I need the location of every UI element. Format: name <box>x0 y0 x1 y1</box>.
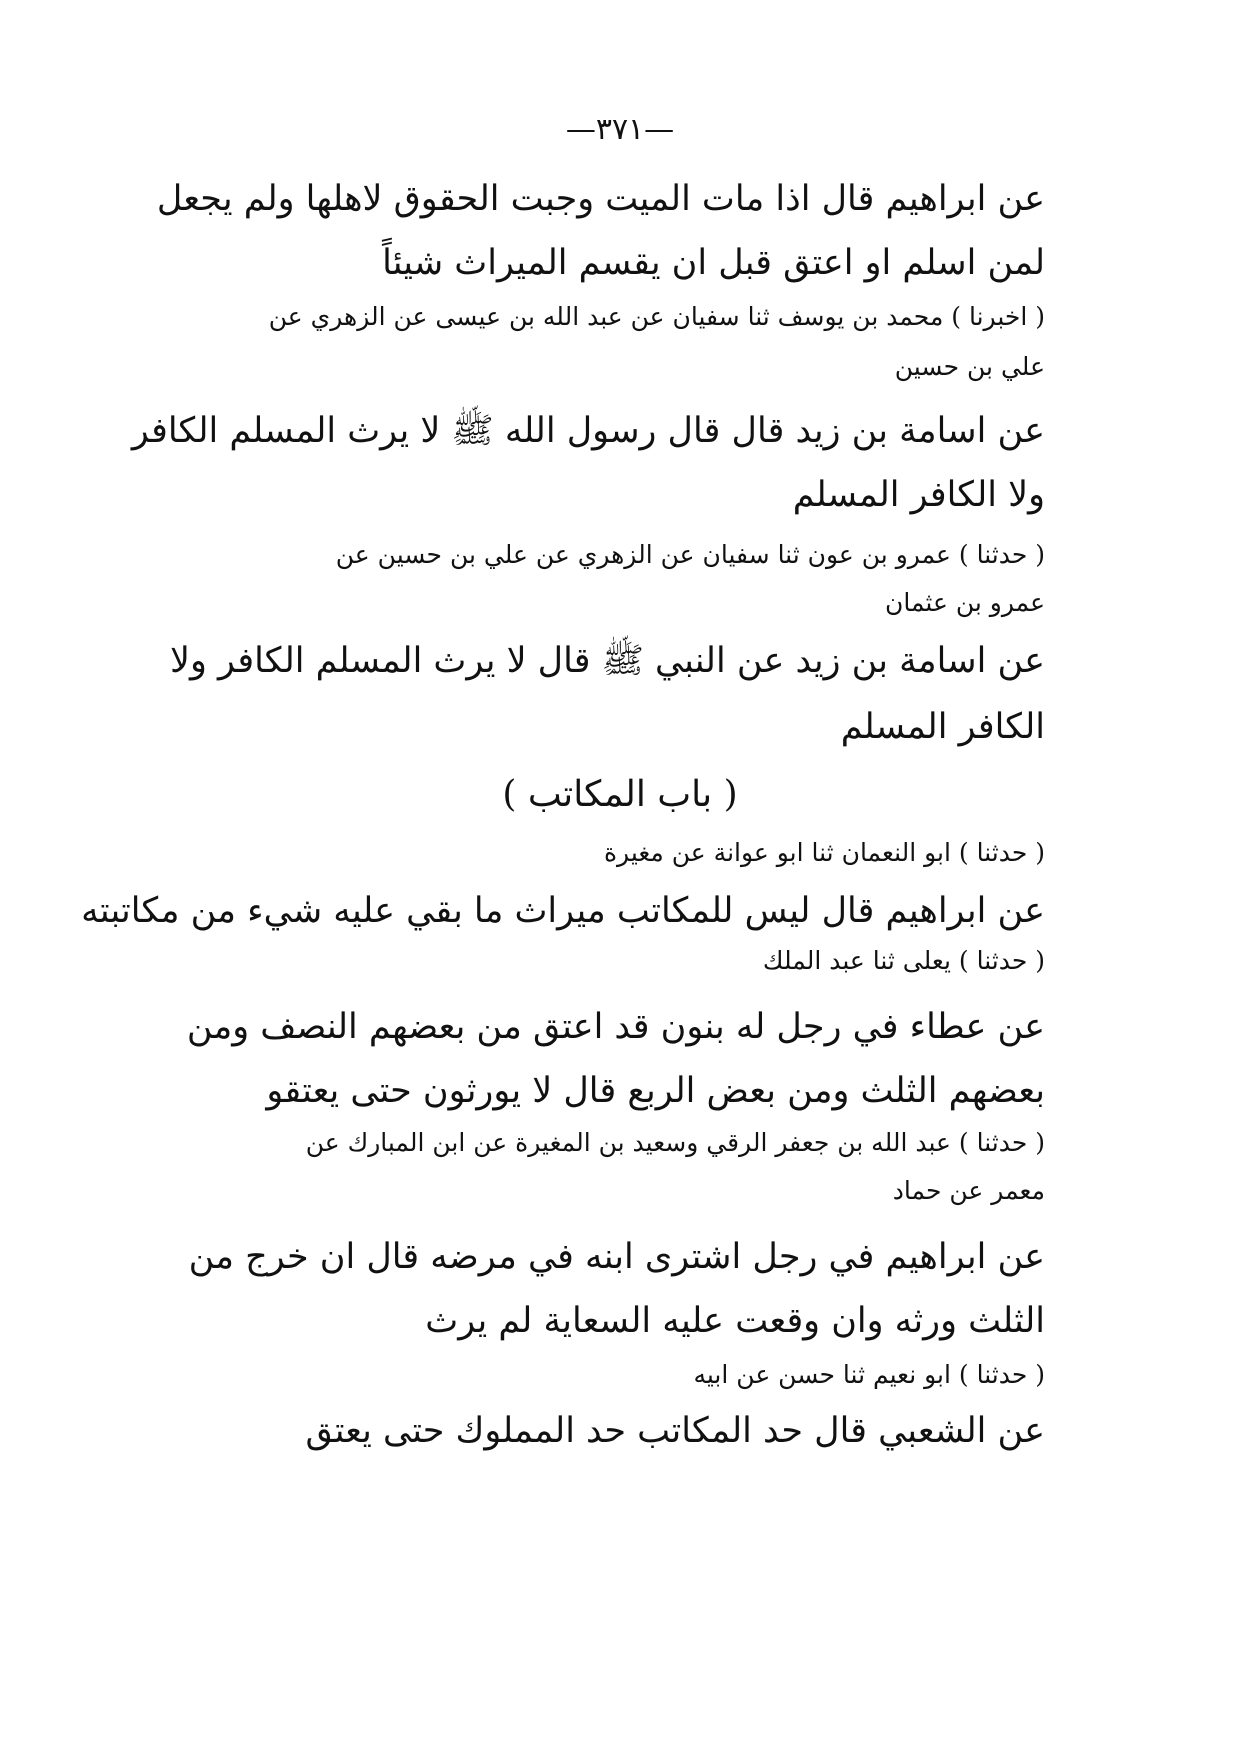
isnad-line: ( حدثنا ) عبد الله بن جعفر الرقي وسعيد بن المغيرة عن ابن المبارك عن <box>305 1128 1045 1157</box>
isnad-line: ( اخبرنا ) محمد بن يوسف ثنا سفيان عن عبد الله بن عيسى عن الزهري عن <box>268 302 1045 331</box>
text-line: عن عطاء في رجل له بنون قد اعتق من بعضهم النصف ومن <box>186 1007 1045 1047</box>
text-line: لمن اسلم او اعتق قبل ان يقسم الميراث شيئاً <box>382 243 1045 283</box>
text-line: عن ابراهيم قال ليس للمكاتب ميراث ما بقي عليه شيء من مكاتبته <box>81 891 1045 931</box>
text-line: بعضهم الثلث ومن بعض الربع قال لا يورثون حتى يعتقو <box>266 1071 1045 1111</box>
isnad-line: معمر عن حماد <box>892 1176 1045 1205</box>
text-line: الثلث ورثه وان وقعت عليه السعاية لم يرث <box>425 1301 1045 1341</box>
text-line: عن الشعبي قال حد المكاتب حد المملوك حتى يعتق <box>305 1411 1045 1451</box>
page-number: —٣٧١— <box>565 112 675 147</box>
isnad-line: ( حدثنا ) ابو النعمان ثنا ابو عوانة عن مغيرة <box>603 838 1045 867</box>
isnad-line: عمرو بن عثمان <box>884 588 1045 617</box>
text-line: عن ابراهيم في رجل اشترى ابنه في مرضه قال ان خرج من <box>188 1237 1045 1277</box>
text-line: عن اسامة بن زيد عن النبي ﷺ قال لا يرث المسلم الكافر ولا <box>170 641 1045 681</box>
text-line: الكافر المسلم <box>840 707 1045 747</box>
isnad-line: ( حدثنا ) عمرو بن عون ثنا سفيان عن الزهري عن علي بن حسين عن <box>335 540 1045 569</box>
isnad-line: علي بن حسين <box>894 352 1045 381</box>
isnad-line: ( حدثنا ) ابو نعيم ثنا حسن عن ابيه <box>693 1360 1045 1389</box>
isnad-line: ( حدثنا ) يعلى ثنا عبد الملك <box>762 946 1045 975</box>
chapter-title: ( باب المكاتب ) <box>502 774 738 815</box>
text-line: ولا الكافر المسلم <box>792 475 1045 515</box>
text-line: عن اسامة بن زيد قال قال رسول الله ﷺ لا يرث المسلم الكافر <box>131 411 1045 451</box>
text-line: عن ابراهيم قال اذا مات الميت وجبت الحقوق لاهلها ولم يجعل <box>156 179 1045 219</box>
